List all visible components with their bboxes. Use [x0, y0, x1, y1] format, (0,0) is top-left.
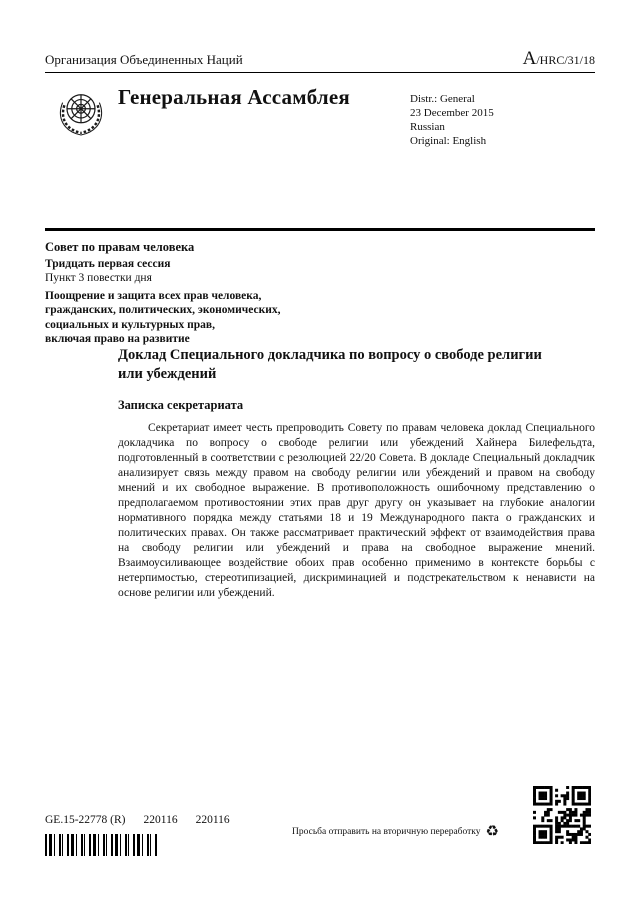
- footer-code-1: 220116: [143, 814, 178, 826]
- agenda-title-line: включая право на развитие: [45, 333, 190, 345]
- recycle-text: Просьба отправить на вторичную переработку: [292, 826, 481, 837]
- report-title: Доклад Специального докладчика по вопросу о свободе религии или убеждений: [118, 347, 542, 382]
- divider-rule: [45, 228, 595, 231]
- distr-date: 23 December 2015: [410, 107, 494, 119]
- document-symbol: [522, 48, 595, 69]
- agenda-title-line: социальных и культурных прав,: [45, 318, 215, 331]
- organization-name: Организация Объединенных Наций: [45, 52, 243, 67]
- report-subtitle: Записка секретариата: [118, 398, 244, 412]
- document-header: [45, 48, 595, 73]
- distr-language: Russian: [410, 121, 445, 133]
- distr-line: Distr.: General: [410, 93, 475, 105]
- footer-reference: [45, 814, 230, 826]
- qr-code: [533, 786, 591, 844]
- session-number: Тридцать первая сессия: [45, 257, 171, 270]
- barcode: [45, 834, 157, 856]
- agenda-item: Пункт 3 повестки дня: [45, 272, 152, 284]
- footer-code-2: 220116: [195, 814, 230, 826]
- masthead: [45, 84, 595, 204]
- document-symbol-letter: А: [522, 48, 537, 69]
- session-block: [45, 240, 310, 347]
- ge-number: GE.15-22778 (R): [45, 814, 126, 826]
- distribution-block: [410, 92, 494, 148]
- report-summary-paragraph: Секретариат имеет честь препроводить Совету по правам человека доклад Специального докладчика по вопросу о свободе религии или убеждений Хайнера Билефельдта, подготовленный в соответствии с резолюцией 22/20 Совета. В докладе Специальный докладчик анализирует связь между правом на свободу религии или убеждений и правом на свободу мнений и их свободное выражение. В противоположность ошибочному представлению о предполагаемом противостоянии этих прав друг другу он указывает на глубокие аналогии нормативного порядка между статьями 18 и 19 Международного пакта о гражданских и политических правах. Он также рассматривает практический эффект от взаимодействия права на свободу религии или убеждений и права на свободное выражение мнений. Взаимоусиливающее воздействие обоих прав особенно применимо в контексте борьбы с нетерпимостью, стереотипизацией, дискриминацией и подстрекательством к ненависти на основе религии или убеждений.: [118, 422, 595, 599]
- recycle-icon: ♻: [485, 822, 499, 840]
- agenda-title: [45, 289, 310, 347]
- recycle-note: [292, 824, 499, 839]
- page-title: Генеральная Ассамблея: [118, 85, 350, 109]
- distr-original: Original: English: [410, 135, 487, 147]
- agenda-title-line: Поощрение и защита всех прав человека,: [45, 289, 262, 302]
- un-emblem-icon: [53, 86, 109, 147]
- document-symbol-rest: /HRC/31/18: [536, 53, 595, 67]
- agenda-title-line: гражданских, политических, экономических,: [45, 304, 281, 316]
- council-name: Совет по правам человека: [45, 240, 195, 254]
